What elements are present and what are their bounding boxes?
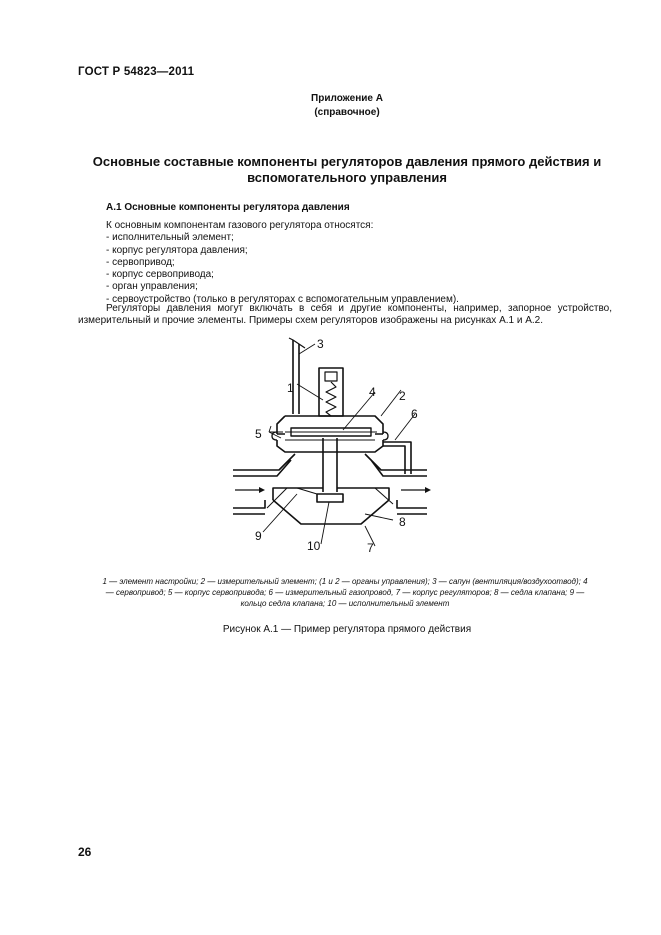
valve-stem — [323, 438, 337, 492]
title-line-1: Основные составные компоненты регуляторов давления прямого действия и — [92, 154, 602, 169]
vent-pipe — [293, 340, 299, 414]
component-list — [106, 220, 459, 306]
label-6: 6 — [411, 407, 418, 421]
label-5: 5 — [255, 427, 262, 441]
paragraph-line-2: измерительный и прочие элементы. Примеры схем регуляторов изображены на рисунках А.1 и А.2. — [78, 315, 544, 327]
label-2: 2 — [399, 389, 406, 403]
list-item: - орган управления; — [106, 281, 198, 293]
spring — [326, 382, 336, 416]
list-item: - корпус регулятора давления; — [106, 244, 248, 256]
figure-legend — [78, 576, 612, 609]
appendix-heading — [0, 92, 661, 120]
page-number: 26 — [78, 845, 92, 859]
list-item: - сервопривод; — [106, 256, 175, 268]
label-10: 10 — [307, 539, 321, 553]
document-header: ГОСТ Р 54823—2011 — [78, 66, 195, 78]
label-4: 4 — [369, 385, 376, 399]
paragraph-line-1: Регуляторы давления могут включать в себя и другие компоненты, например, запорное устройство, — [106, 303, 612, 314]
valve-plug — [317, 494, 343, 502]
legend-line-2: — сервопривод; 5 — корпус сервопривода; 6 — измерительный газопровод, 7 — корпус регуляторов; 8 — седла клапана; 9 — — [105, 588, 585, 597]
list-item: - сервоустройство (только в регуляторах с вспомогательным управлением). — [106, 293, 459, 305]
adjusting-element-box — [319, 368, 343, 416]
appendix-type: (справочное) — [314, 107, 380, 118]
legend-line-1: 1 — элемент настройки; 2 — измерительный элемент; (1 и 2 — органы управления); 3 — сапун (вентиляция/воздухоотвод); 4 — [102, 577, 588, 586]
label-1: 1 — [287, 381, 294, 395]
section-heading: А.1 Основные компоненты регулятора давления — [106, 202, 350, 213]
body-paragraph — [78, 303, 612, 328]
list-intro: К основным компонентам газового регулятора относятся: — [106, 220, 374, 231]
regulator-diagram — [225, 334, 455, 556]
servo-housing — [277, 416, 383, 434]
page-title — [60, 154, 634, 186]
regulator-body — [233, 454, 295, 476]
label-3: 3 — [317, 337, 324, 351]
legend-line-3: кольцо седла клапана; 10 — исполнительный элемент — [240, 599, 450, 608]
list-item: - корпус сервопривода; — [106, 269, 214, 281]
label-9: 9 — [255, 529, 262, 543]
label-8: 8 — [399, 515, 406, 529]
label-7: 7 — [367, 541, 374, 555]
figure-caption: Рисунок А.1 — Пример регулятора прямого действия — [222, 624, 472, 635]
appendix-title: Приложение А — [311, 93, 383, 104]
title-line-2: вспомогательного управления — [247, 170, 447, 185]
list-item: - исполнительный элемент; — [106, 232, 234, 244]
